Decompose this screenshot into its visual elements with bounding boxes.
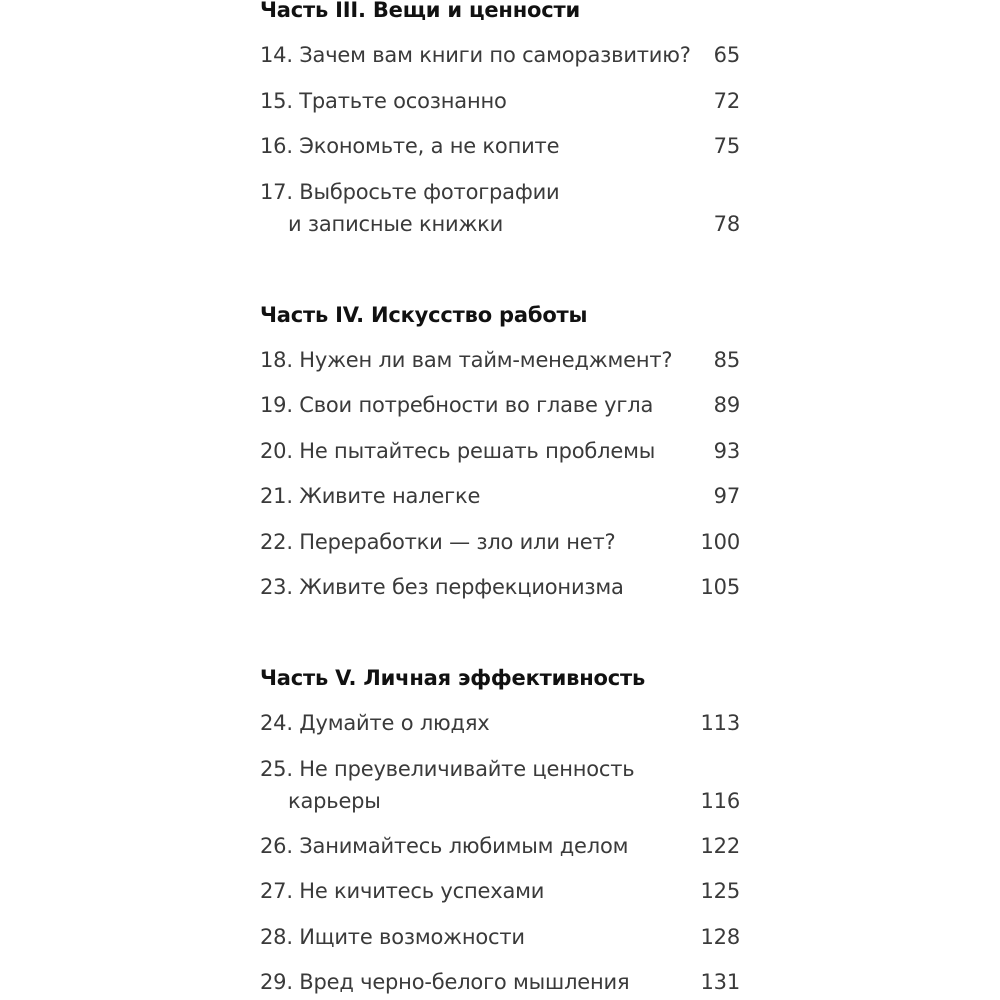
entry-page-number: 100 [700,530,740,554]
toc-entry[interactable] [260,711,740,737]
entry-page-number: 105 [700,575,740,599]
entry-page-number: 72 [713,89,740,113]
toc-entry[interactable] [260,757,740,783]
entry-page-number: 85 [713,348,740,372]
toc-entry[interactable] [260,925,740,951]
entry-page-number: 97 [713,484,740,508]
part-title: Часть IV. Искусство работы [260,303,588,327]
entry-page-number: 75 [713,134,740,158]
entry-label: 16. Экономьте, а не копите [260,134,560,158]
toc-entry[interactable] [260,393,740,419]
entry-page-number: 125 [700,879,740,903]
entry-label: 20. Не пытайтесь решать проблемы [260,439,656,463]
entry-page-number: 65 [713,43,740,67]
entry-label: 26. Занимайтесь любимым делом [260,834,629,858]
entry-page-number: 116 [700,789,740,813]
entry-label: 22. Переработки — зло или нет? [260,530,616,554]
entry-page-number: 89 [713,393,740,417]
entry-label: 29. Вред черно-белого мышления [260,970,630,994]
toc-entry-continuation[interactable] [260,789,740,815]
toc-entry[interactable] [260,484,740,510]
entry-label: 14. Зачем вам книги по саморазвитию? [260,43,691,67]
entry-label: 24. Думайте о людях [260,711,490,735]
entry-label: 23. Живите без перфекционизма [260,575,624,599]
entry-label: 15. Тратьте осознанно [260,89,507,113]
toc-entry[interactable] [260,575,740,601]
toc-entry[interactable] [260,348,740,374]
toc-entry[interactable] [260,180,740,206]
toc-entry[interactable] [260,43,740,69]
part-title: Часть V. Личная эффективность [260,666,646,690]
entry-page-number: 93 [713,439,740,463]
toc-entry[interactable] [260,879,740,905]
toc-entry-continuation[interactable] [260,212,740,238]
entry-label: 18. Нужен ли вам тайм-менеджмент? [260,348,673,372]
toc-entry[interactable] [260,834,740,860]
entry-label: 19. Свои потребности во главе угла [260,393,654,417]
entry-page-number: 113 [700,711,740,735]
part-title: Часть III. Вещи и ценности [260,0,580,22]
entry-label: 25. Не преувеличивайте ценность [260,757,635,781]
toc-entry[interactable] [260,89,740,115]
entry-page-number: 122 [700,834,740,858]
entry-label-continuation: карьеры [288,789,381,813]
toc-entry[interactable] [260,439,740,465]
entry-label: 17. Выбросьте фотографии [260,180,560,204]
entry-label: 28. Ищите возможности [260,925,525,949]
entry-page-number: 128 [700,925,740,949]
toc-entry[interactable] [260,970,740,996]
toc-entry[interactable] [260,530,740,556]
entry-label: 27. Не кичитесь успехами [260,879,545,903]
toc-entry[interactable] [260,134,740,160]
entry-label-continuation: и записные книжки [288,212,504,236]
entry-page-number: 131 [700,970,740,994]
entry-label: 21. Живите налегке [260,484,481,508]
entry-page-number: 78 [713,212,740,236]
